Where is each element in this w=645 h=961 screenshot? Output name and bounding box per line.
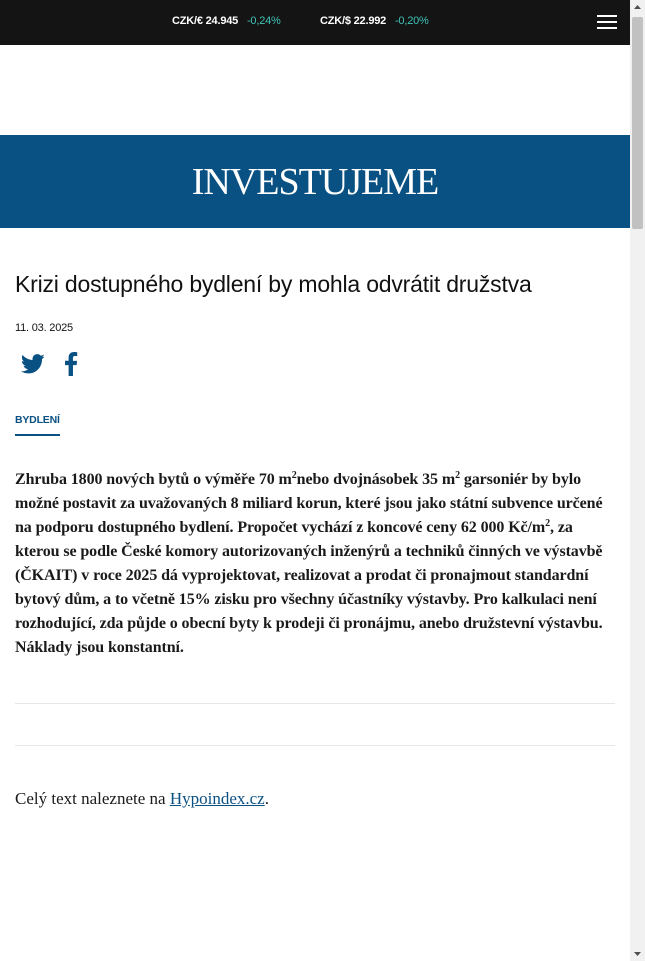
superscript: 2 bbox=[455, 470, 460, 481]
ticker-pair: CZK/$ bbox=[320, 15, 351, 27]
scroll-down-arrow-icon[interactable] bbox=[630, 946, 645, 961]
full-text-prefix: Celý text naleznete na bbox=[15, 789, 170, 808]
lead-text: nebo dvojnásobek 35 m bbox=[296, 471, 456, 488]
hamburger-menu-icon[interactable] bbox=[596, 13, 618, 31]
article-date: 11. 03. 2025 bbox=[15, 322, 73, 334]
ticker-eur bbox=[172, 15, 281, 27]
superscript: 2 bbox=[545, 518, 551, 529]
site-logo[interactable]: INVESTUJEME bbox=[191, 161, 439, 203]
superscript: 2 bbox=[291, 470, 297, 481]
ticker-change: -0,20% bbox=[394, 15, 429, 27]
divider bbox=[15, 703, 615, 704]
article-lead bbox=[15, 468, 615, 660]
category-tag[interactable]: BYDLENÍ bbox=[15, 414, 60, 436]
divider bbox=[15, 745, 615, 746]
ticker-value: 22.992 bbox=[353, 15, 387, 27]
full-text-suffix: . bbox=[264, 789, 269, 808]
twitter-icon[interactable] bbox=[21, 353, 45, 375]
ticker-change: -0,24% bbox=[246, 15, 281, 27]
lead-text: garsoniér by bylo možné postavit za uvažovaných 8 miliard korun, které jsou jako státní subvence určené na podporu dostupného bydlení. Propočet vychází z koncové ceny 62 000 Kč/m bbox=[15, 471, 603, 536]
brand-header bbox=[0, 135, 630, 228]
ticker-pair: CZK/€ bbox=[172, 15, 203, 27]
facebook-icon[interactable] bbox=[63, 352, 79, 376]
lead-text: , za kterou se podle České komory autorizovaných inženýrů a techniků činných ve výstavbě (ČKAIT) v roce 2025 dá vyprojektovat, realizovat a prodat či pronajmout standardní bytový dům, a to včetně 15% zisku pro všechny účastníky výstavby. Pro kalkulaci není rozhodující, zda půjde o obecní byty k prodeji či pronájmu, anebo družstevní výstavbu. Náklady jsou konstantní. bbox=[15, 519, 603, 656]
currency-ticker-bar bbox=[0, 0, 630, 45]
ticker-usd bbox=[320, 15, 429, 27]
ticker-value: 24.945 bbox=[205, 15, 239, 27]
scroll-up-arrow-icon[interactable] bbox=[630, 0, 645, 15]
scrollbar[interactable] bbox=[630, 0, 645, 961]
source-link[interactable]: Hypoindex.cz bbox=[169, 789, 265, 808]
ad-space bbox=[0, 45, 630, 135]
lead-text: Zhruba 1800 nových bytů o výměře 70 m bbox=[15, 471, 292, 488]
full-text-note bbox=[15, 787, 269, 811]
article-title: Krizi dostupného bydlení by mohla odvrátit družstva bbox=[15, 271, 532, 297]
scrollbar-thumb[interactable] bbox=[632, 17, 643, 229]
